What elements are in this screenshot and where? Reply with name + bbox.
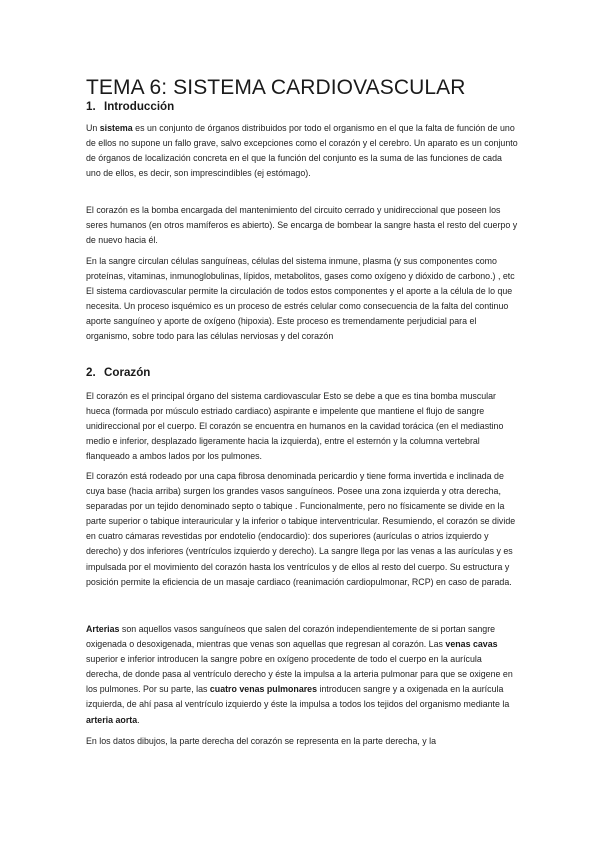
- section-number: 1.: [86, 100, 96, 113]
- document-title: TEMA 6: SISTEMA CARDIOVASCULAR: [86, 76, 466, 99]
- paragraph: [86, 254, 518, 345]
- text-run: introducen sangre y a oxigenada en la aurícula izquierda, de ahí pasa al ventrículo izquierdo y éste la impulsa a todos los tejidos del organismo mediante la: [86, 684, 510, 710]
- text-run: Un: [86, 123, 100, 133]
- text-run: superior e inferior introducen la sangre pobre en oxígeno procedente de todo el cuerpo en la aurícula derecha, de donde pasa al ventrículo derecho y éste la impulsa a la arteria pulmonar para que se oxigene en los pulmones. Por su parte, las: [86, 654, 513, 695]
- bold-term: arteria aorta: [86, 714, 138, 725]
- paragraph: [86, 469, 518, 590]
- section-title: Corazón: [104, 366, 151, 379]
- text-run: El corazón es el principal órgano del sistema cardiovascular Esto se debe a que es tina bomba muscular hueca (formada por músculo estriado cardiaco) aspirante e impelente que mantiene el flujo de sangre unidireccional por el cuerpo. El corazón se encuentra en humanos en la cavidad torácica (en el mediastino medio e inferior, desplazado ligeramente hacia la izquierda), entre el esternón y la columna vertebral flanqueado a ambos lados por los pulmones.: [86, 391, 504, 462]
- section-heading-intro: [86, 100, 174, 113]
- text-run: En los datos dibujos, la parte derecha del corazón se representa en la parte derecha, y la: [86, 736, 437, 746]
- bold-term: sistema: [99, 123, 133, 133]
- paragraph: [86, 121, 518, 181]
- text-run: El corazón está rodeado por una capa fibrosa denominada pericardio y tiene forma invertida e inclinada de cuya base (hacia arriba) surgen los grandes vasos sanguíneos. Posee una zona izquierda y otra derecha, separadas por un tejido denominado septo o tabique . Funcionalmente, pero no físicamente se divide en la parte superior o tabique interauricular y la inferior o tabique interventricular. Resumiendo, el corazón se divide en cuatro cámaras revestidas por endotelio (endocardio): dos superiores (aurículas o atrios izquierdo y derecho) y dos inferiores (ventrículos izquierdo y derecho). La sangre llega por las venas a las aurículas y es impulsada por el movimiento del corazón hasta los ventrículos y de ellos al resto del cuerpo. Su estructura y posición permite la eficiencia de un masaje cardiaco (reanimación cardiopulmonar, RCP) en caso de parada.: [86, 471, 516, 587]
- paragraph: [86, 734, 518, 749]
- section-heading-heart: [86, 366, 150, 379]
- text-run: son aquellos vasos sanguíneos que salen del corazón independientemente de si portan sangre oxigenada o desoxigenada, mientras que venas son aquellas que regresan al corazón. Las: [86, 624, 496, 650]
- paragraph: [86, 203, 518, 248]
- section-title: Introducción: [104, 100, 175, 113]
- section-number: 2.: [86, 366, 96, 379]
- bold-term: venas cavas: [445, 639, 498, 650]
- bold-term: cuatro venas pulmonares: [209, 684, 318, 695]
- text-run: El corazón es la bomba encargada del mantenimiento del circuito cerrado y unidireccional que poseen los seres humanos (en otros mamíferos es abierto). Se encarga de bombear la sangre hasta el resto del cuerpo y de nuevo hacia él.: [86, 205, 518, 246]
- bold-term: Arterias: [86, 624, 120, 634]
- paragraph: [86, 622, 518, 728]
- text-run: En la sangre circulan células sanguíneas, células del sistema inmune, plasma (y sus componentes como proteínas, vitaminas, inmunoglobulinas, lípidos, metabolitos, gases como oxígeno y dióxido de carbono.) , etc El sistema cardiovascular permite la circulación de todos estos componentes y el aporte a la célula de lo que necesita. Un proceso isquémico es un proceso de estrés celular como consecuencia de la falta del continuo aporte sanguíneo y aporte de oxígeno (hipoxia). Este proceso es tremendamente perjudicial para el organismo, sobre todo para las células nerviosas y del corazón: [86, 256, 515, 342]
- text-run: .: [137, 714, 140, 725]
- text-run: es un conjunto de órganos distribuidos por todo el organismo en el que la falta de función de uno de ellos no supone un fallo grave, salvo excepciones como el corazón y el cerebro. Un aparato es un conjunto de órganos de localización concreta en el que la función del conjunto es la suma de las funciones de cada uno de ellos, es decir, son imprescindibles (ej estómago).: [86, 123, 518, 179]
- paragraph: [86, 389, 518, 464]
